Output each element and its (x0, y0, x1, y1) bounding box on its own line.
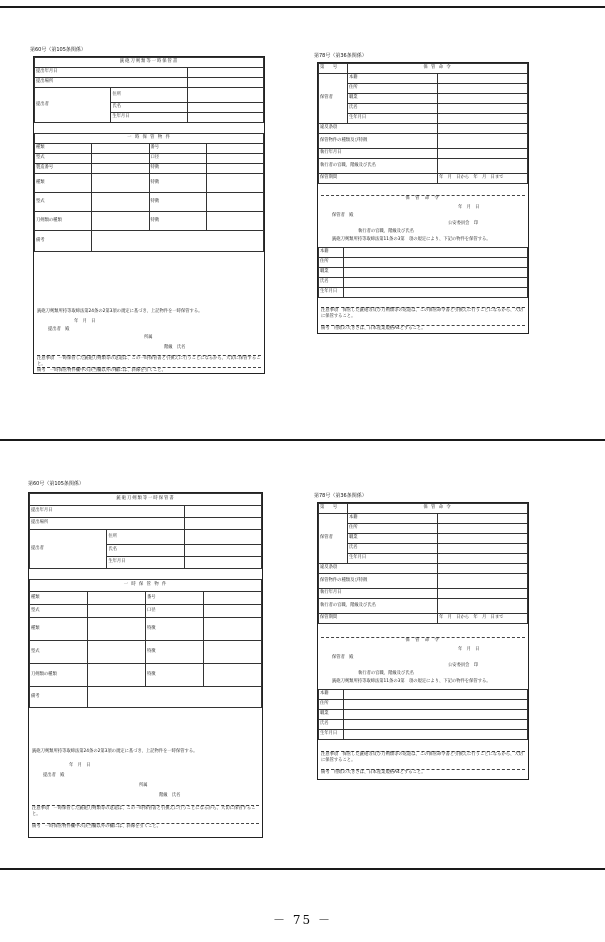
form-a-item-right: 特徴 (149, 193, 206, 212)
form-b-extra-label: 保管物件の種類及び特徴 (319, 134, 438, 149)
form-a-box (33, 56, 265, 374)
form-b-row-label: 氏名 (348, 104, 438, 114)
form-b-extra-label: 執行年月日 (319, 589, 438, 599)
form-a-office: 所属 (144, 335, 153, 340)
form-b-period[interactable]: 年 月 日から 年 月 日まで (438, 614, 528, 624)
form-b-row-label: 氏名 (319, 278, 344, 288)
form-b-field[interactable] (438, 564, 528, 574)
form-a-item-label: 型式 (30, 641, 88, 664)
form-a-field[interactable] (206, 154, 263, 164)
form-a-field[interactable] (187, 68, 263, 78)
form-b-row-label: 職業 (348, 94, 438, 104)
form-b-number-label: 第 号 (319, 504, 348, 514)
form-a-date: 年 月 日 (74, 319, 96, 324)
form-b-row-label: 本籍 (348, 74, 438, 84)
form-a-field[interactable] (184, 530, 261, 545)
form-a-notice (37, 355, 261, 367)
form-a-field[interactable] (204, 605, 262, 618)
form-a-officer: 階級 氏名 (159, 793, 181, 798)
form-a-section-title: 一 時 保 管 物 件 (35, 134, 264, 144)
form-a-row-label: 提出場所 (35, 78, 188, 88)
form-a-notice (32, 805, 259, 817)
form-b-field[interactable] (438, 574, 528, 589)
top-rule (0, 6, 605, 8)
form-a-remarks-field[interactable] (88, 687, 262, 708)
form-b-executor: 執行者の官職、階級及び氏名 (358, 229, 414, 234)
form-b-executor: 執行者の官職、階級及び氏名 (358, 671, 414, 676)
form-a-remarks-label: 備考 (35, 231, 92, 252)
form-b-field[interactable] (438, 534, 528, 544)
form-b-order: 銃砲刀剣類所持等取締法第11条の3第 項の規定により、下記の物件を保管する。 (332, 679, 491, 684)
form-b-table (318, 503, 528, 624)
form-a-row-label: 提出年月日 (30, 506, 185, 518)
form-a-row-label: 生年月日 (111, 113, 187, 123)
form-b-box (317, 62, 529, 334)
form-b-field[interactable] (438, 149, 528, 159)
form-b-notice (321, 307, 525, 319)
form-b-recipient-table (318, 247, 528, 298)
form-b-field[interactable] (344, 720, 528, 730)
form-b-row-label: 職業 (319, 268, 344, 278)
form-a-caption: 第60号（第105条関係） (30, 47, 86, 53)
form-b-row-label: 氏名 (348, 544, 438, 554)
form-a-field[interactable] (204, 592, 262, 605)
form-b-notice-label: 注意事項 (321, 752, 339, 757)
form-b-owner-label: 保管者 (319, 74, 348, 124)
form-a-header-table (29, 493, 262, 569)
form-a-field[interactable] (92, 193, 149, 212)
form-a-field[interactable] (204, 664, 262, 687)
form-b-order: 銃砲刀剣類所持等取締法第11条の3第 項の規定により、下記の物件を保管する。 (332, 237, 491, 242)
form-b-number-label: 第 号 (319, 64, 348, 74)
form-a-field[interactable] (206, 174, 263, 193)
form-a-notice-label: 注意事項 (37, 356, 55, 361)
form-a-items-table (34, 133, 264, 252)
form-a-field[interactable] (204, 618, 262, 641)
form-b-extra-label: 執行者の官職、階級及び氏名 (319, 599, 438, 614)
form-a-field[interactable] (92, 164, 149, 174)
form-a-field[interactable] (187, 113, 263, 123)
form-b-field[interactable] (438, 544, 528, 554)
form-b-field[interactable] (344, 700, 528, 710)
form-a-title: 銃砲刀剣類等一時保管書 (35, 58, 264, 68)
form-b-caption: 第78号（第36条関係） (314, 493, 367, 499)
form-a-field[interactable] (92, 144, 149, 154)
form-b-extra-label: 保管期間 (319, 614, 438, 624)
form-a-office: 所属 (139, 783, 148, 788)
form-a-row-label: 提出場所 (30, 518, 185, 530)
form-b-row-label: 生年月日 (348, 554, 438, 564)
form-a-spacer (34, 123, 264, 133)
form-b-box (317, 502, 529, 780)
form-a-item-right: 口径 (146, 605, 204, 618)
form-b-notice (321, 751, 525, 763)
form-a-field[interactable] (204, 641, 262, 664)
form-a-to: 提出者 殿 (43, 773, 65, 778)
form-a-field[interactable] (88, 592, 146, 605)
form-a-field[interactable] (184, 518, 261, 530)
form-b-date: 年 月 日 (458, 647, 480, 652)
form-b-field[interactable] (438, 94, 528, 104)
form-b-field[interactable] (344, 278, 528, 288)
form-a-caption: 第60号（第105条関係） (28, 481, 84, 487)
form-a-field[interactable] (187, 103, 263, 113)
form-a-field[interactable] (206, 144, 263, 154)
form-b-period[interactable]: 年 月 日から 年 月 日まで (438, 174, 528, 184)
form-a-item-right: 特徴 (149, 174, 206, 193)
form-a-item-label: 型式 (35, 154, 92, 164)
form-b-row-label: 生年月日 (348, 114, 438, 124)
form-b-caption: 第78号（第36条関係） (314, 53, 367, 59)
form-a-owner-label: 提出者 (30, 530, 107, 569)
form-a-header-table (34, 57, 264, 123)
form-b-upper (314, 50, 529, 335)
form-b-commission: 公安委員会 印 (448, 663, 479, 668)
form-a-item-right: 口径 (149, 154, 206, 164)
form-b-row-label: 生年月日 (319, 730, 344, 740)
form-a-field[interactable] (92, 174, 149, 193)
form-b-field[interactable] (344, 268, 528, 278)
form-a-owner-label: 提出者 (35, 88, 111, 123)
form-a-row-label: 生年月日 (107, 557, 184, 569)
form-b-field[interactable] (438, 134, 528, 149)
form-b-row-label: 生年月日 (319, 288, 344, 298)
form-b-field[interactable] (344, 248, 528, 258)
form-a-row-label: 氏名 (111, 103, 187, 113)
form-a-body-text: 銃砲刀剣類所持等取締法第24条の2第3項の規定に基づき、上記物件を一時保管する。 (37, 309, 203, 314)
form-b-extra-label: 保管物件の種類及び特徴 (319, 574, 438, 589)
form-a-item-label: 製造番号 (35, 164, 92, 174)
form-b-extra-label: 保管期間 (319, 174, 438, 184)
form-a-item-right: 番号 (146, 592, 204, 605)
form-b-extra-label: 執行年月日 (319, 149, 438, 159)
form-a-lower (28, 478, 263, 838)
form-a-field[interactable] (92, 154, 149, 164)
form-a-field[interactable] (88, 664, 146, 687)
form-b-field[interactable] (344, 288, 528, 298)
form-b-row-label: 住所 (319, 700, 344, 710)
form-a-item-right: 特徴 (146, 641, 204, 664)
form-a-spacer (29, 569, 262, 579)
form-b-row-label: 住所 (348, 84, 438, 94)
form-a-field[interactable] (206, 164, 263, 174)
form-a-box (28, 492, 263, 838)
form-a-field[interactable] (206, 193, 263, 212)
form-b-row-label: 本籍 (319, 690, 344, 700)
form-b-row-label: 住所 (348, 524, 438, 534)
form-a-notice-text: 一時保管した銃砲刀剣類等の返還は、この一時保管書と引換えに行うことになるから、大切に保管すること。 (32, 806, 256, 817)
form-a-field[interactable] (184, 545, 261, 557)
form-b-date: 年 月 日 (458, 205, 480, 210)
form-a-item-label: 型式 (35, 193, 92, 212)
form-a-item-label: 型式 (30, 605, 88, 618)
form-a-remarks-field[interactable] (92, 231, 264, 252)
form-a-field[interactable] (92, 212, 149, 231)
form-a-row-label: 住所 (111, 88, 187, 103)
form-a-body-text: 銃砲刀剣類所持等取締法第24条の2第3項の規定に基づき、上記物件を一時保管する。 (32, 749, 198, 754)
form-a-item-label: 種類 (30, 618, 88, 641)
form-a-item-right: 特徴 (146, 618, 204, 641)
form-b-note: 備考 用紙の大きさは、日本産業規格A4とすること。 (321, 325, 525, 332)
form-a-field[interactable] (88, 618, 146, 641)
form-a-officer: 階級 氏名 (164, 345, 186, 350)
form-a-row-label: 提出年月日 (35, 68, 188, 78)
form-b-row-label: 本籍 (319, 248, 344, 258)
form-a-title: 銃砲刀剣類等一時保管書 (30, 494, 262, 506)
form-a-date: 年 月 日 (69, 763, 91, 768)
form-b-field[interactable] (344, 690, 528, 700)
bottom-rule (0, 868, 605, 870)
form-a-field[interactable] (206, 212, 263, 231)
form-b-field[interactable] (438, 554, 528, 564)
form-b-row-label: 本籍 (348, 514, 438, 524)
form-b-note: 備考 用紙の大きさは、日本産業規格A4とすること。 (321, 769, 525, 776)
form-a-field[interactable] (88, 641, 146, 664)
form-b-to: 保管者 殿 (332, 213, 354, 218)
form-a-upper (30, 44, 265, 374)
form-b-field[interactable] (438, 159, 528, 174)
form-a-field[interactable] (187, 88, 263, 103)
form-a-note: 備考 一時保管物件欄中の該当欄以外の欄には、斜線を引くこと。 (32, 823, 259, 830)
form-b-field[interactable] (438, 114, 528, 124)
form-b-row-label: 住所 (319, 258, 344, 268)
page-number: － 75 － (273, 913, 332, 927)
form-b-extra-label: 違反条項 (319, 124, 438, 134)
form-b-extra-label: 執行者の官職、階級及び氏名 (319, 159, 438, 174)
form-a-item-right: 特徴 (146, 664, 204, 687)
form-a-item-label: 種類 (30, 592, 88, 605)
form-a-notice-label: 注意事項 (32, 806, 50, 811)
form-b-commission: 公安委員会 印 (448, 221, 479, 226)
form-b-title: 保 管 命 令 (348, 64, 528, 74)
form-a-item-label: 刀剣類の種類 (30, 664, 88, 687)
form-b-notice-text: 保管した銃砲等及び刀剣類等の返還は、この保管命令書と引換えに行うことになるから、大切に保管すること。 (321, 308, 523, 319)
form-a-field[interactable] (187, 78, 263, 88)
form-a-row-label: 氏名 (107, 545, 184, 557)
form-a-item-label: 刀剣類の種類 (35, 212, 92, 231)
form-b-owner-label: 保管者 (319, 514, 348, 564)
form-b-notice-text: 保管した銃砲等及び刀剣類等の返還は、この保管命令書と引換えに行うことになるから、大切に保管すること。 (321, 752, 523, 763)
form-b-to: 保管者 殿 (332, 655, 354, 660)
form-a-section-title: 一 時 保 管 物 件 (30, 580, 262, 592)
form-b-lower (314, 490, 529, 780)
form-a-notice-text: 一時保管した銃砲刀剣類等の返還は、この一時保管書と引換えに行うことになるから、大切に保管すること。 (37, 356, 261, 367)
form-a-note: 備考 一時保管物件欄中の該当欄以外の欄には、斜線を引くこと。 (37, 367, 261, 374)
form-b-field[interactable] (438, 104, 528, 114)
middle-rule (0, 439, 605, 441)
form-b-field[interactable] (344, 730, 528, 740)
form-a-items-table (29, 579, 262, 708)
form-a-field[interactable] (184, 506, 261, 518)
form-b-title: 保 管 命 令 (348, 504, 528, 514)
form-b-row-label: 職業 (348, 534, 438, 544)
form-a-item-right: 特徴 (149, 212, 206, 231)
form-b-field[interactable] (438, 124, 528, 134)
form-b-field[interactable] (438, 84, 528, 94)
form-a-row-label: 住所 (107, 530, 184, 545)
form-a-remarks-label: 備考 (30, 687, 88, 708)
form-b-field[interactable] (438, 599, 528, 614)
form-b-recipient-table (318, 689, 528, 740)
form-b-notice-title: 保 管 命 令 (321, 637, 525, 644)
form-b-table (318, 63, 528, 184)
form-a-field[interactable] (184, 557, 261, 569)
form-b-extra-label: 違反条項 (319, 564, 438, 574)
form-b-row-label: 職業 (319, 710, 344, 720)
form-a-item-label: 種類 (35, 174, 92, 193)
form-a-item-right: 番号 (149, 144, 206, 154)
form-a-item-right: 特徴 (149, 164, 206, 174)
form-b-notice-label: 注意事項 (321, 308, 339, 313)
form-a-field[interactable] (88, 605, 146, 618)
form-b-field[interactable] (344, 258, 528, 268)
form-a-item-label: 種類 (35, 144, 92, 154)
form-a-to: 提出者 殿 (48, 327, 70, 332)
form-b-row-label: 氏名 (319, 720, 344, 730)
form-b-field[interactable] (438, 524, 528, 534)
form-b-field[interactable] (438, 514, 528, 524)
form-b-field[interactable] (344, 710, 528, 720)
form-b-field[interactable] (438, 589, 528, 599)
form-b-field[interactable] (438, 74, 528, 84)
form-b-notice-title: 保 管 命 令 (321, 195, 525, 202)
